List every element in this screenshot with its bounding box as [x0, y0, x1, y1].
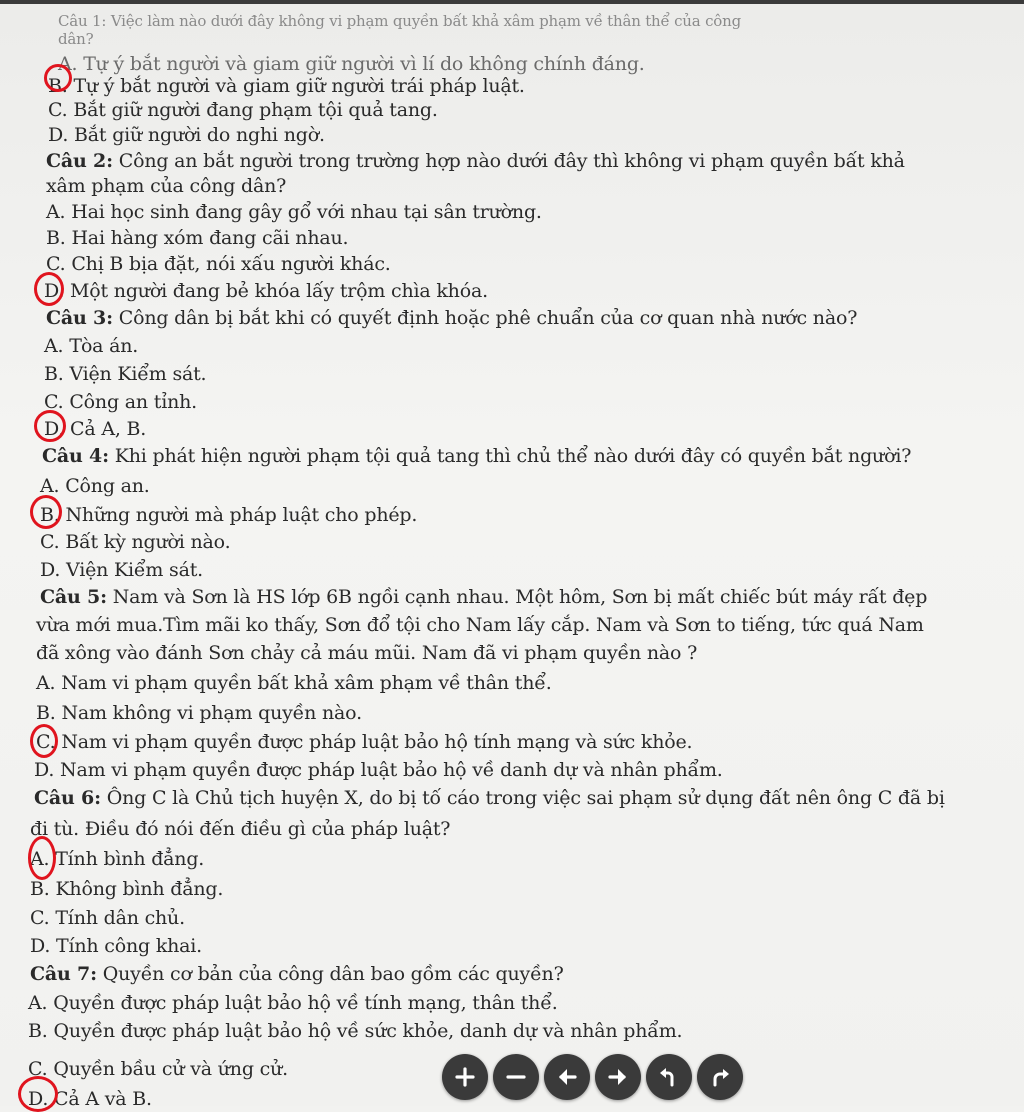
line-text: Công an bắt người trong trường hợp nào dưới đây thì không vi phạm quyền bất khả	[112, 150, 905, 172]
line-text: D. Cả A và B.	[28, 1088, 152, 1110]
line-text: C. Quyền bầu cử và ứng cử.	[28, 1058, 288, 1080]
plus-icon	[453, 1065, 477, 1089]
line-text: Khi phát hiện người phạm tội quả tang thì chủ thể nào dưới đây có quyền bắt người?	[108, 445, 912, 467]
line-text: D. Một người đang bẻ khóa lấy trộm chìa khóa.	[44, 280, 488, 302]
line-text: A. Tính bình đẳng.	[30, 848, 205, 870]
line-q5-d	[34, 759, 723, 781]
next-button[interactable]	[595, 1054, 641, 1100]
scanned-document-page	[0, 4, 1024, 1110]
line-text: B. Viện Kiểm sát.	[44, 363, 207, 385]
previous-button[interactable]	[544, 1054, 590, 1100]
line-q1-d	[48, 124, 325, 146]
line-q4-d	[40, 559, 203, 581]
rotate-left-button[interactable]	[646, 1054, 692, 1100]
line-text: Câu 1: Việc làm nào dưới đây không vi phạm quyền bất khả xâm phạm về thân thể của công	[58, 12, 741, 30]
line-text: đi tù. Điều đó nói đến điều gì của pháp luật?	[30, 818, 451, 840]
question-label: Câu 7:	[30, 963, 97, 985]
line-text: C. Nam vi phạm quyền được pháp luật bảo hộ tính mạng và sức khỏe.	[36, 731, 693, 753]
line-q3-a	[44, 335, 138, 357]
line-q1-a	[58, 53, 645, 75]
line-q2-d	[44, 280, 488, 302]
line-text: Ông C là Chủ tịch huyện X, do bị tố cáo trong việc sai phạm sử dụng đất nên ông C đã bị	[100, 787, 945, 809]
line-q3-c	[44, 391, 197, 413]
line-q1-stem-2	[58, 28, 93, 50]
line-q6-c	[30, 907, 185, 929]
line-text: xâm phạm của công dân?	[46, 175, 287, 197]
line-q7-stem	[30, 963, 564, 985]
line-q7-c	[28, 1058, 288, 1080]
line-q2-stem-2	[46, 175, 286, 197]
rotate-right-icon	[708, 1065, 732, 1089]
line-q5-c	[36, 731, 692, 753]
line-text: B. Hai hàng xóm đang cãi nhau.	[46, 227, 349, 249]
line-q6-b	[30, 878, 223, 900]
line-text: A. Quyền được pháp luật bảo hộ về tính mạng, thân thể.	[28, 992, 558, 1014]
line-q5-b	[36, 702, 362, 724]
line-text: Quyền cơ bản của công dân bao gồm các quyền?	[96, 963, 564, 985]
line-text: đã xông vào đánh Sơn chảy cả máu mũi. Nam đã vi phạm quyền nào ?	[36, 642, 698, 664]
line-q5-a	[36, 672, 552, 694]
line-q4-a	[40, 475, 150, 497]
line-text: Nam và Sơn là HS lớp 6B ngồi cạnh nhau. Một hôm, Sơn bị mất chiếc bút máy rất đẹp	[106, 586, 928, 608]
line-q3-stem	[46, 307, 857, 329]
line-q6-stem-2	[30, 818, 450, 840]
line-q4-c	[40, 531, 230, 553]
line-text: D. Cả A, B.	[44, 418, 147, 440]
line-text: C. Bất kỳ người nào.	[40, 531, 231, 553]
line-q7-a	[28, 992, 558, 1014]
line-q5-stem-2	[36, 614, 924, 636]
question-label: Câu 4:	[42, 445, 109, 467]
line-q4-b	[40, 504, 417, 526]
line-text: B. Nam không vi phạm quyền nào.	[36, 702, 362, 724]
line-text: B. Tự ý bắt người và giam giữ người trái pháp luật.	[48, 75, 525, 97]
line-text: C. Chị B bịa đặt, nói xấu người khác.	[46, 253, 391, 275]
line-text: D. Tính công khai.	[30, 935, 203, 957]
line-q1-c	[48, 99, 438, 121]
line-q3-d	[44, 418, 146, 440]
line-q2-a	[46, 201, 542, 223]
line-text: C. Tính dân chủ.	[30, 907, 185, 929]
line-text: B. Không bình đẳng.	[30, 878, 224, 900]
line-text: vừa mới mua.Tìm mãi ko thấy, Sơn đổ tội cho Nam lấy cắp. Nam và Sơn to tiếng, tức quá Nam	[36, 614, 924, 636]
line-q5-stem-3	[36, 642, 697, 664]
rotate-left-icon	[657, 1065, 681, 1089]
line-q1-stem-1	[58, 10, 741, 32]
line-text: B. Những người mà pháp luật cho phép.	[40, 504, 418, 526]
line-q2-stem-1	[46, 150, 905, 172]
line-q4-stem	[42, 445, 911, 467]
line-text: A. Tòa án.	[44, 335, 139, 357]
zoom-out-button[interactable]	[493, 1054, 539, 1100]
line-text: B. Quyền được pháp luật bảo hộ về sức khỏe, danh dự và nhân phẩm.	[28, 1020, 683, 1042]
question-label: Câu 5:	[40, 586, 107, 608]
line-text: A. Hai học sinh đang gây gổ với nhau tại sân trường.	[46, 201, 542, 223]
line-q6-a	[30, 848, 204, 870]
line-text: C. Bắt giữ người đang phạm tội quả tang.	[48, 99, 438, 121]
arrow-left-icon	[555, 1065, 579, 1089]
line-q7-b	[28, 1020, 682, 1042]
line-q6-stem-1	[34, 787, 945, 809]
zoom-in-button[interactable]	[442, 1054, 488, 1100]
line-text: A. Công an.	[40, 475, 150, 497]
line-text: D. Bắt giữ người do nghi ngờ.	[48, 124, 325, 146]
arrow-right-icon	[606, 1065, 630, 1089]
line-q3-b	[44, 363, 206, 385]
line-text: dân?	[58, 30, 94, 48]
line-text: D. Nam vi phạm quyền được pháp luật bảo hộ về danh dự và nhân phẩm.	[34, 759, 723, 781]
line-text: A. Nam vi phạm quyền bất khả xâm phạm về thân thể.	[36, 672, 552, 694]
line-text: C. Công an tỉnh.	[44, 391, 197, 413]
line-q2-b	[46, 227, 348, 249]
line-text: D. Viện Kiểm sát.	[40, 559, 203, 581]
rotate-right-button[interactable]	[697, 1054, 743, 1100]
line-text: A. Tự ý bắt người và giam giữ người vì lí do không chính đáng.	[58, 53, 645, 75]
question-label: Câu 6:	[34, 787, 101, 809]
minus-icon	[504, 1065, 528, 1089]
line-q7-d	[28, 1088, 152, 1110]
question-label: Câu 3:	[46, 307, 113, 329]
line-q1-b	[48, 75, 525, 97]
line-q5-stem-1	[40, 586, 927, 608]
line-text: Công dân bị bắt khi có quyết định hoặc phê chuẩn của cơ quan nhà nước nào?	[112, 307, 858, 329]
line-q6-d	[30, 935, 202, 957]
line-q2-c	[46, 253, 391, 275]
question-label: Câu 2:	[46, 150, 113, 172]
